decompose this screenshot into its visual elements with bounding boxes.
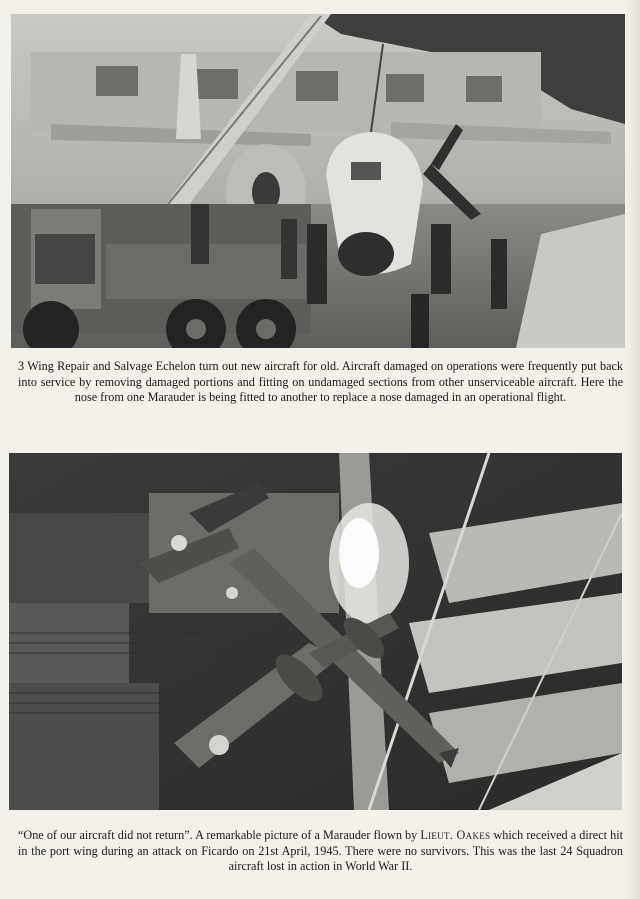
salvage-crane-image bbox=[11, 14, 625, 348]
page-edge-shadow bbox=[626, 0, 640, 899]
photo-caption-marauder bbox=[18, 828, 623, 875]
caption-text-lead: “One of our aircraft did not return”. A remarkable picture of a Marauder flown by bbox=[18, 828, 421, 842]
salvage-crane-photo bbox=[11, 14, 625, 348]
pilot-name: Lieut. Oakes bbox=[420, 828, 491, 842]
caption-text-rest: which received a direct hit in the port wing during an attack on Ficardo on 21st April, 1945. There were no survivors. This was the last 24 Squadron aircraft lost in action in World War II. bbox=[18, 828, 623, 873]
photo-caption-salvage: 3 Wing Repair and Salvage Echelon turn out new aircraft for old. Aircraft damaged on operations were frequently put back into service by removing damaged portions and fitting on undamaged sections from other unserviceable aircraft. Here the nose from one Marauder is being fitted to another to replace a nose damaged in an operational flight. bbox=[18, 359, 623, 404]
marauder-hit-image bbox=[9, 453, 622, 810]
marauder-hit-photo bbox=[9, 453, 622, 810]
